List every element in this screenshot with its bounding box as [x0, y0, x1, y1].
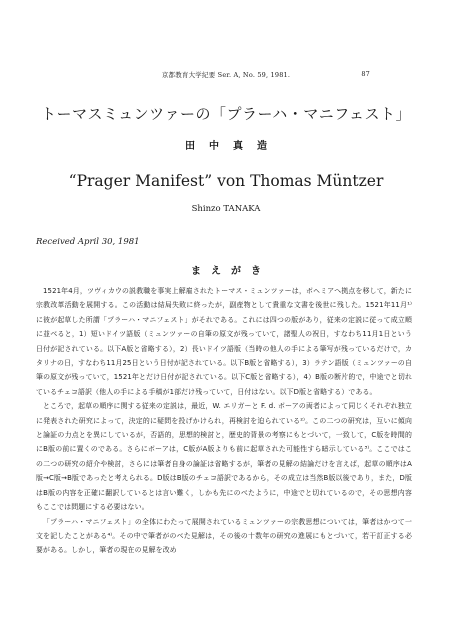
title-japanese: トーマスミュンツァーの「プラーハ・マニフェスト」	[40, 105, 412, 123]
received-date: Received April 30, 1981	[36, 237, 140, 247]
title-english: “Prager Manifest” von Thomas Müntzer	[68, 172, 384, 190]
author-japanese: 田中真造	[185, 141, 281, 152]
journal-citation: 京都教育大学紀要 Ser. A, No. 59, 1981.	[161, 71, 291, 79]
paragraph: 「プラーハ・マニフェスト」の全体にわたって展開されているミュンツァーの宗教思想については，筆者はかつて一文を記したことがある⁴⁾。その中で筆者がのべた見解は，その後の十数年の研究の進展にもとづいて，若干訂正する必要がある。しかし，筆者の現在の見解を改め	[36, 517, 412, 555]
section-heading-preface: まえがき	[191, 266, 271, 277]
paragraph: 1521年4月，ツヴィカウの説教職を事実上解雇されたトーマス・ミュンツァーは，ボヘミアへ拠点を移して，新たに宗教改革活動を展開する。この活動は結局失敗に終ったが，副産物として貴重な文書を後世に残した。1521年11月¹⁾に彼が起草した所謂「プラーハ・マニフェスト」がそれである。これには四つの版があり，従来の定説に従って成立順に並べると，1）短いドイツ語版（ミュンツァーの自筆の原文が残っていて，諸聖人の祝日，すなわち11月1日という日付が記されている。以下A版と省略する），2）長いドイツ語版（当時の他人の手による筆写が残っているだけで，カタリナの日，すなわち11月25日という日付が記されている。以下B版と省略する），3）ラテン語版（ミュンツァーの自筆の原文が残っていて，1521年とだけ日付が記されている。以下C版と省略する），4）B版の断片的で，中途でと切れているチェコ語訳（他人の手による手稿が1部だけ残っていて，日付はない。以下D版と省略する）である。	[36, 287, 412, 396]
body-text	[36, 284, 412, 558]
page-number: 87	[361, 70, 370, 78]
author-english: Shinzo TANAKA	[191, 204, 261, 214]
paragraph: ところで，起草の順序に関する従来の定説は，最近，W. エリガーと F. d. ボーアの両者によって同じくそれぞれ独立に発表された研究によって，決定的に疑問を投げかけられ，再検討を迫られている²⁾。この二つの研究は，互いに傾向と論証の力点とを異にしているが，否語的，思想的検討と，歴史的背景の考察にもとづいて，一致して，C版を時間的にB版の前に置くのである。さらにボーアは，C版がA版よりも前に起草された可能性すら暗示している³⁾。ここではこの二つの研究の紹介や検討，さらには筆者自身の論証は省略するが，筆者の見解の結論だけを言えば，起草の順序はA版→C版→B版であったと考えられる。D版はB版のチェコ語訳であるから，その成立は当然B版以後であり，また，D版はB版の内容を正確に翻訳しているとは言い難く，しかも先にのべたように，中途でと切れているので，その思想内容もここでは問題にする必要はない。	[36, 402, 412, 512]
